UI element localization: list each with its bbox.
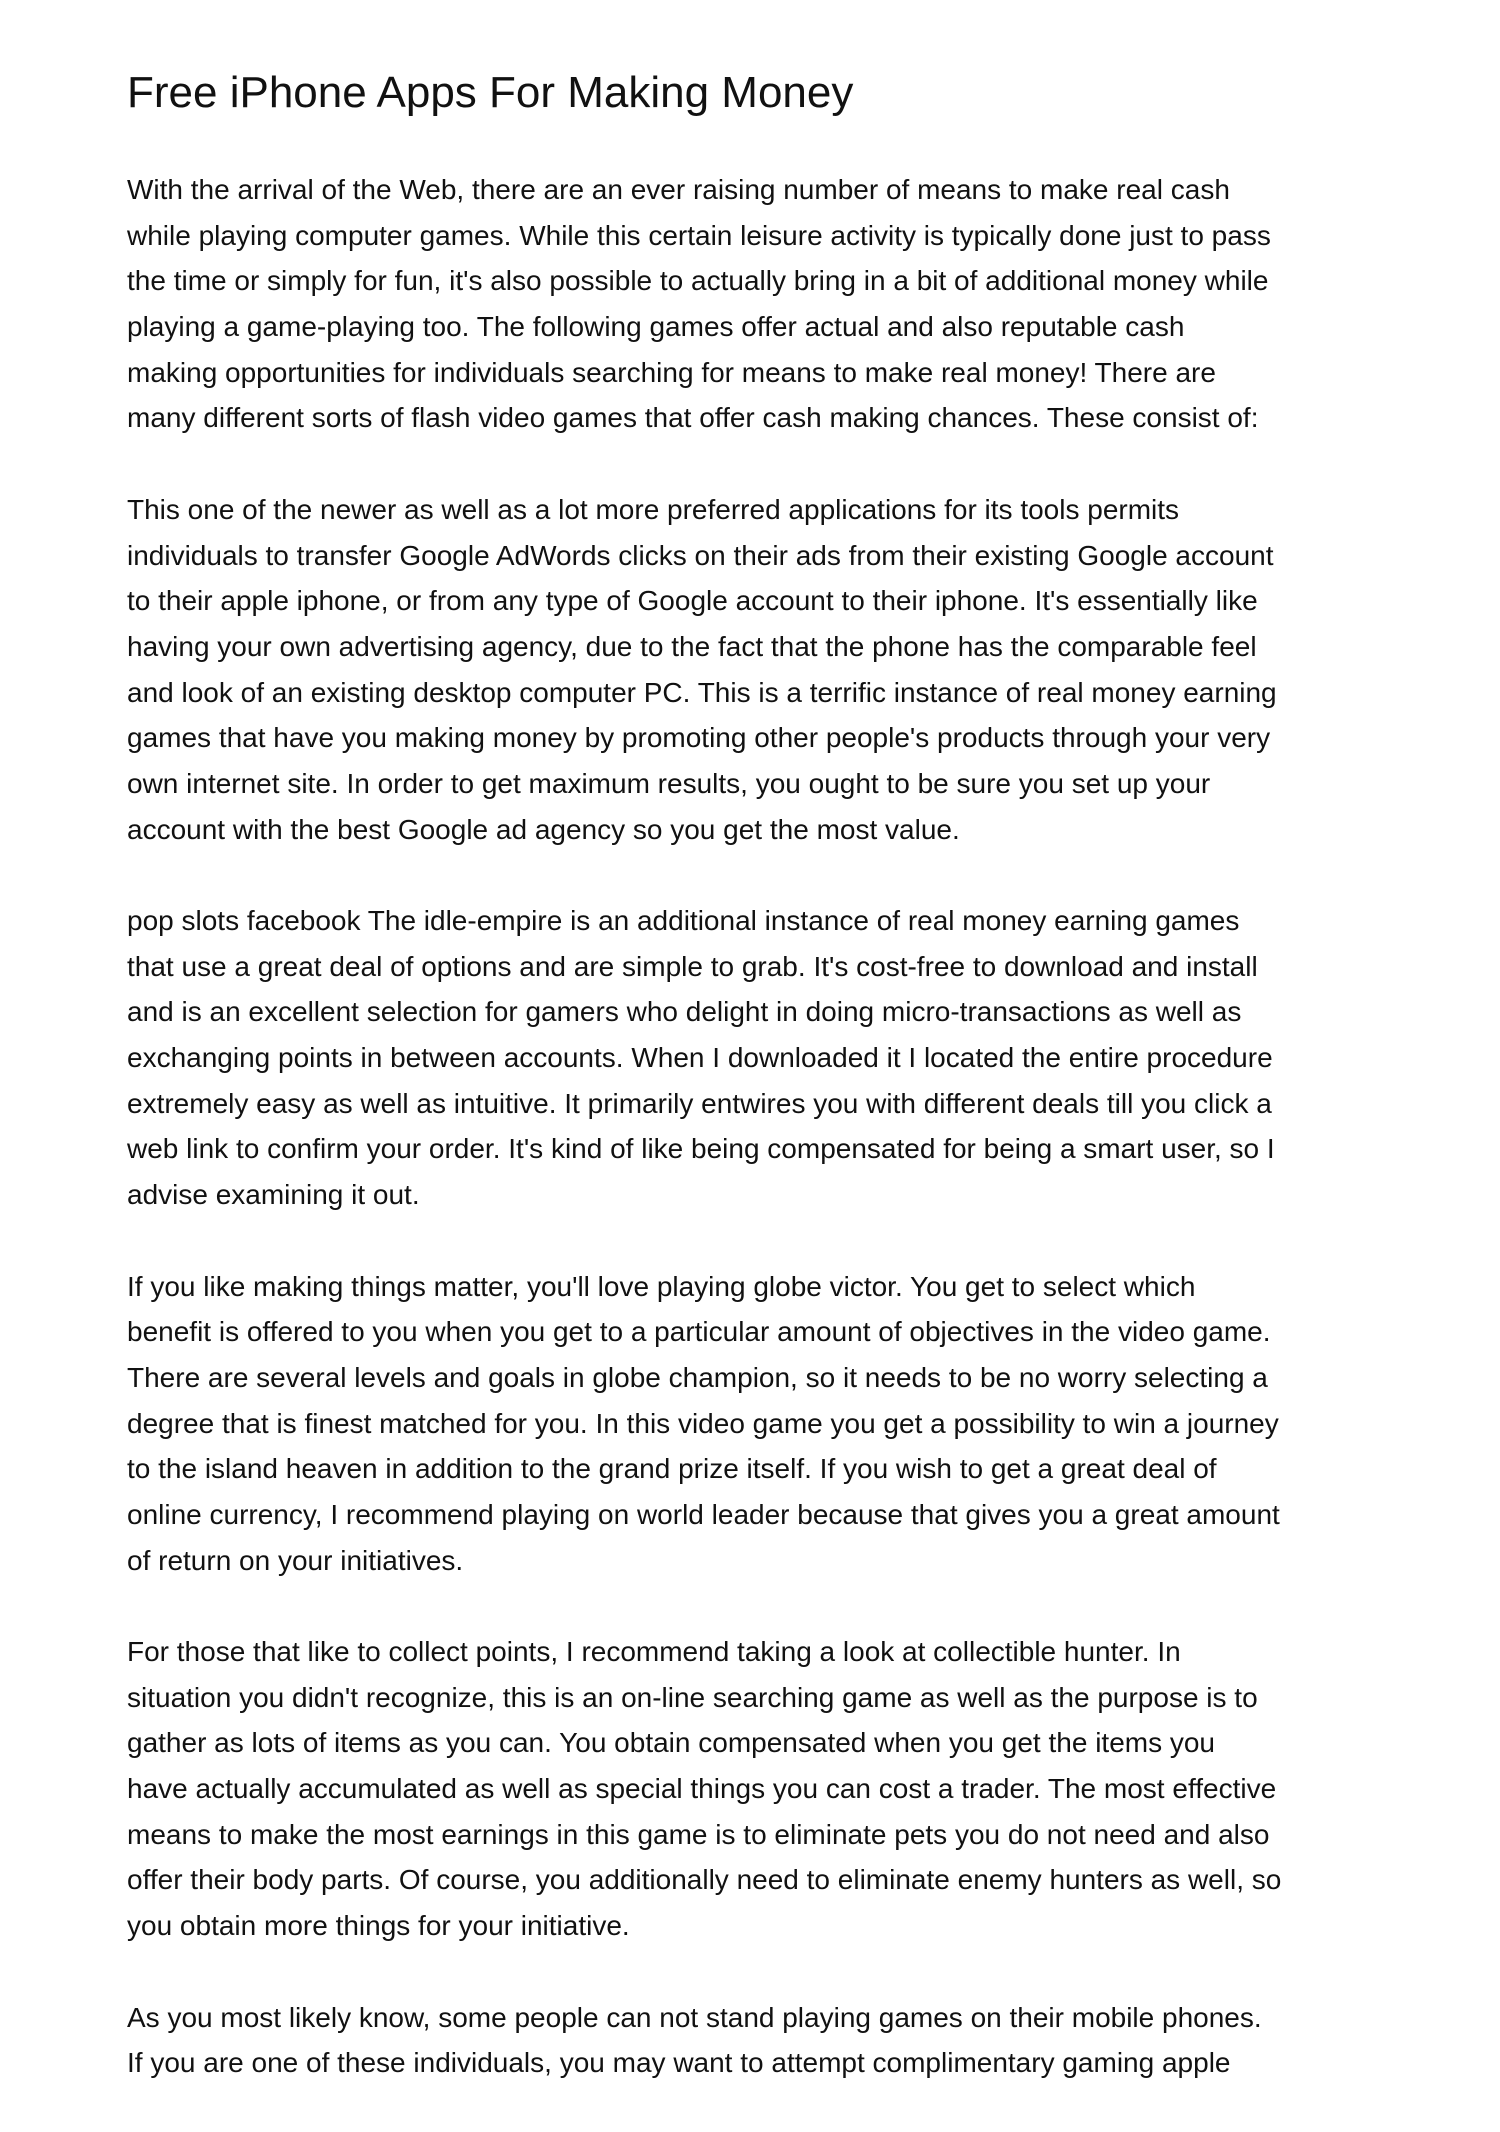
paragraph [127, 167, 1427, 441]
text-line: many different sorts of flash video games that offer cash making chances. These consist of: [127, 402, 1259, 434]
text-line: If you are one of these individuals, you may want to attempt complimentary gaming apple [127, 2047, 1231, 2079]
article-body [127, 167, 1427, 2132]
text-line: that use a great deal of options and are simple to grab. It's cost-free to download and install [127, 950, 1258, 982]
text-line: have actually accumulated as well as special things you can cost a trader. The most effective [127, 1773, 1277, 1805]
text-line: to their apple iphone, or from any type of Google account to their iphone. It's essentially like [127, 585, 1258, 617]
text-line: while playing computer games. While this certain leisure activity is typically done just to pass [127, 219, 1271, 251]
text-line: offer their body parts. Of course, you additionally need to eliminate enemy hunters as well, so [127, 1864, 1282, 1896]
text-line: As you most likely know, some people can not stand playing games on their mobile phones. [127, 2001, 1262, 2033]
text-line: the time or simply for fun, it's also possible to actually bring in a bit of additional money while [127, 265, 1269, 297]
text-line: extremely easy as well as intuitive. It primarily entwires you with different deals till you click a [127, 1087, 1272, 1119]
paragraph [127, 1629, 1427, 1949]
text-line: With the arrival of the Web, there are an ever raising number of means to make real cash [127, 174, 1230, 205]
text-line: playing a game-playing too. The following games offer actual and also reputable cash [127, 311, 1185, 343]
text-line: you obtain more things for your initiative. [127, 1910, 630, 1942]
text-line: to the island heaven in addition to the grand prize itself. If you wish to get a great deal of [127, 1453, 1217, 1485]
paragraph [127, 898, 1427, 1218]
text-line: For those that like to collect points, I recommend taking a look at collectible hunter. In [127, 1636, 1181, 1667]
text-line: advise examining it out. [127, 1179, 420, 1211]
text-line: web link to confirm your order. It's kind of like being compensated for being a smart user, so I [127, 1133, 1275, 1165]
text-line: individuals to transfer Google AdWords clicks on their ads from their existing Google account [127, 539, 1274, 571]
paragraph [127, 487, 1427, 853]
text-line: means to make the most earnings in this game is to eliminate pets you do not need and also [127, 1818, 1270, 1850]
text-line: benefit is offered to you when you get to a particular amount of objectives in the video game. [127, 1316, 1271, 1348]
text-line: having your own advertising agency, due to the fact that the phone has the comparable feel [127, 630, 1257, 662]
text-line: own internet site. In order to get maximum results, you ought to be sure you set up your [127, 767, 1211, 799]
text-line: of return on your initiatives. [127, 1544, 464, 1576]
paragraph [127, 1995, 1427, 2086]
text-line: gather as lots of items as you can. You obtain compensated when you get the items you [127, 1727, 1216, 1759]
text-line: situation you didn't recognize, this is an on-line searching game as well as the purpose is to [127, 1681, 1258, 1713]
text-line: and is an excellent selection for gamers who delight in doing micro-transactions as well as [127, 996, 1242, 1028]
text-line: exchanging points in between accounts. When I downloaded it I located the entire procedure [127, 1042, 1273, 1074]
text-line: pop slots facebook The idle-empire is an additional instance of real money earning games [127, 905, 1240, 936]
text-line: This one of the newer as well as a lot more preferred applications for its tools permits [127, 493, 1180, 525]
text-line: and look of an existing desktop computer PC. This is a terrific instance of real money earning [127, 676, 1277, 708]
text-line: There are several levels and goals in globe champion, so it needs to be no worry selecting a [127, 1361, 1268, 1393]
text-line: degree that is finest matched for you. In this video game you get a possibility to win a journey [127, 1407, 1279, 1439]
text-line: online currency, I recommend playing on world leader because that gives you a great amount [127, 1498, 1280, 1530]
paragraph [127, 1264, 1427, 1584]
text-line: account with the best Google ad agency so you get the most value. [127, 813, 960, 845]
text-line: If you like making things matter, you'll love playing globe victor. You get to select which [127, 1270, 1196, 1302]
text-line: games that have you making money by promoting other people's products through your very [127, 722, 1271, 754]
text-line: making opportunities for individuals searching for means to make real money! There are [127, 356, 1216, 388]
page-title: Free iPhone Apps For Making Money [127, 68, 854, 117]
